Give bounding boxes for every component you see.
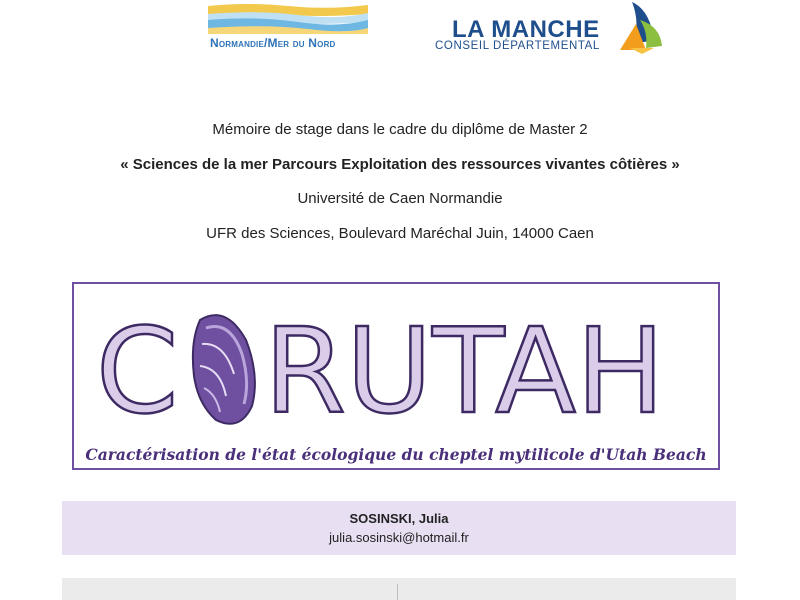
la-manche-logo	[430, 0, 670, 60]
header-line-memoire: Mémoire de stage dans le cadre du diplôme de Master 2	[212, 121, 588, 138]
left-logo-caption: Normandie/Mer du Nord	[210, 36, 336, 50]
header-line-program: « Sciences de la mer Parcours Exploitation des ressources vivantes côtières »	[120, 156, 680, 173]
author-box	[62, 501, 736, 555]
header-line-address: UFR des Sciences, Boulevard Maréchal Juin, 14000 Caen	[206, 225, 594, 242]
header-line-university: Université de Caen Normandie	[297, 190, 503, 207]
author-name: SOSINSKI, Julia	[349, 511, 449, 526]
sail-icon	[610, 0, 670, 56]
corutah-wordmark	[74, 284, 718, 468]
beach-illustration	[208, 0, 368, 34]
la-manche-title: LA MANCHE	[452, 16, 600, 43]
normandie-mer-du-nord-logo	[208, 0, 373, 58]
wordmark-letters-rutah: RUTAH	[264, 302, 665, 440]
banner-subtitle: Caractérisation de l'état écologique du cheptel mytilicole d'Utah Beach	[85, 445, 707, 464]
author-email[interactable]: julia.sosinski@hotmail.fr	[329, 530, 469, 545]
mussel-shell-icon	[193, 315, 255, 424]
bottom-info-box	[62, 578, 736, 600]
conseil-departemental-subtitle: CONSEIL DÉPARTEMENTAL	[435, 40, 600, 52]
corutah-banner	[72, 282, 720, 470]
bottom-box-divider	[397, 584, 398, 600]
wordmark-letter-c: C	[96, 302, 179, 440]
